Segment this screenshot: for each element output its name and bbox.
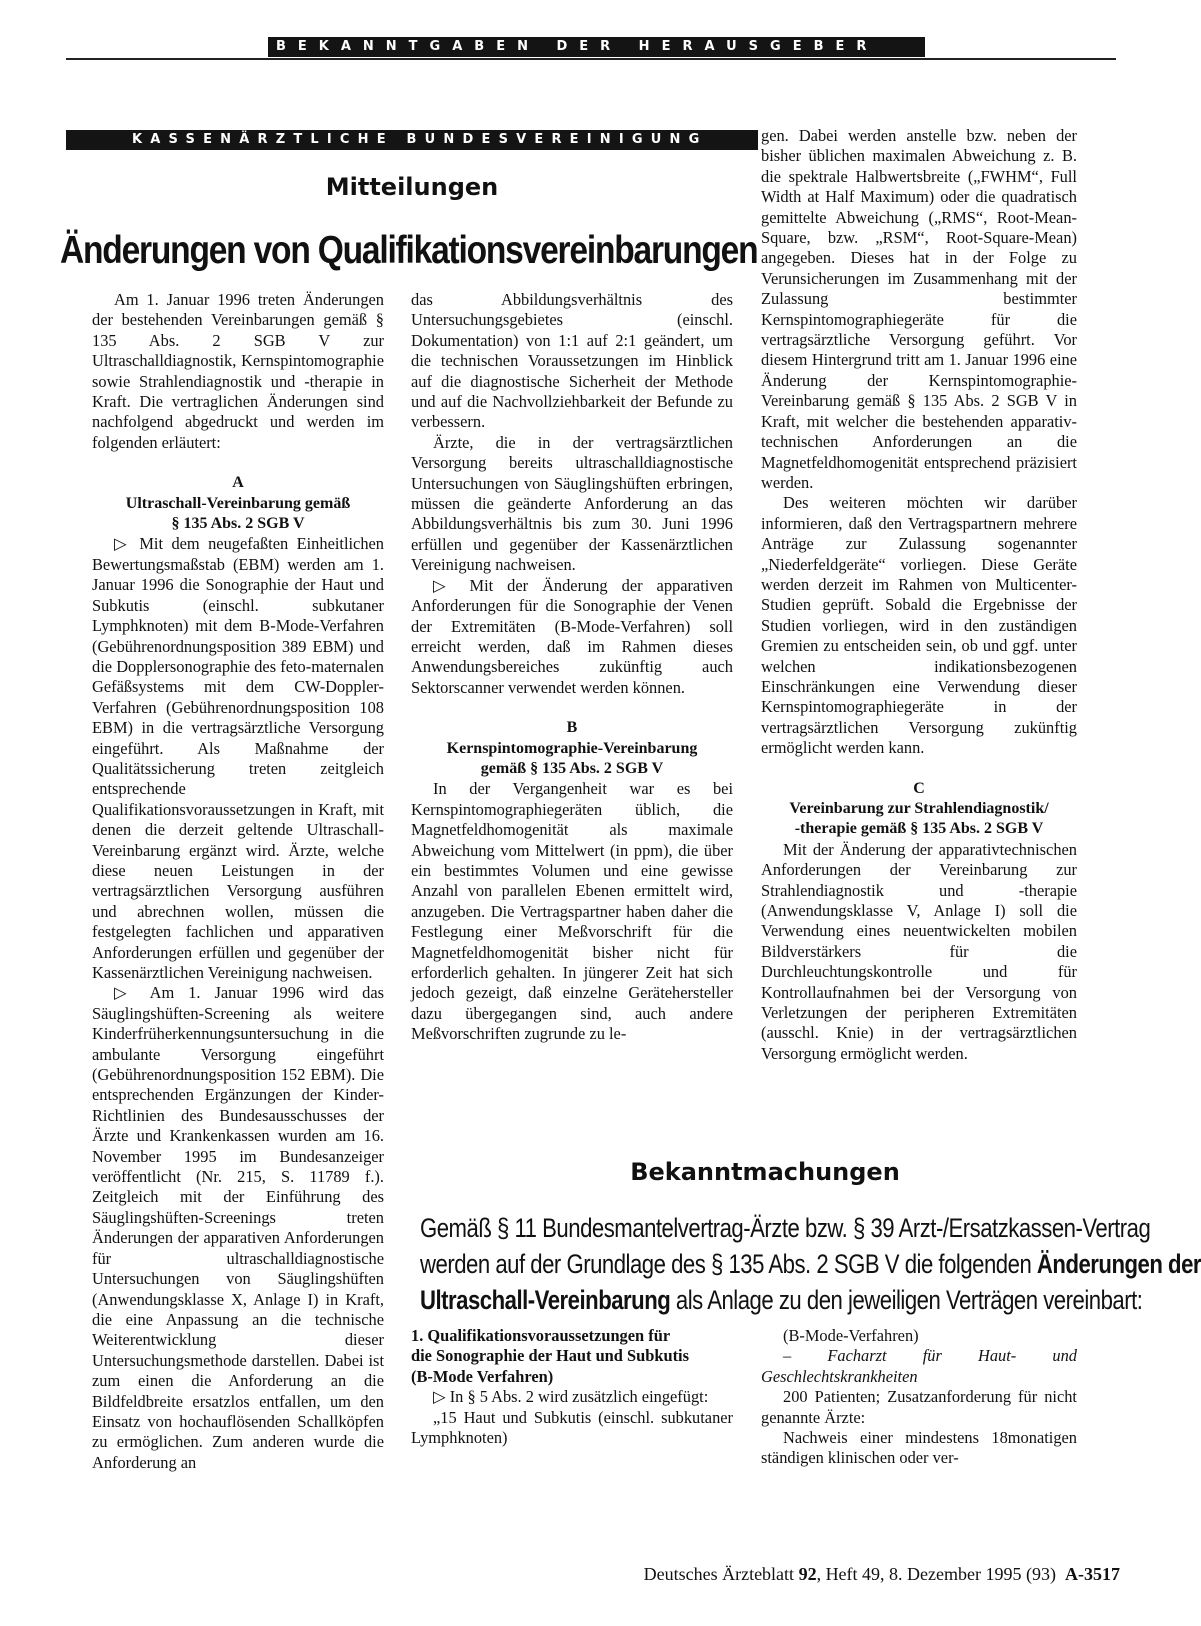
paragraph: 200 Patienten; Zusatzanforderung für nicht genannte Ärzte: [761, 1387, 1077, 1427]
kbv-band: KASSENÄRZTLICHE BUNDESVEREINIGUNG [66, 130, 758, 150]
section-heading: Mitteilungen [325, 173, 499, 201]
journal-name: Deutsches Ärzteblatt [643, 1564, 799, 1584]
volume: 92 [798, 1564, 817, 1584]
paragraph: das Abbildungsverhältnis des Untersuchungsgebietes (einschl. Dokumentation) von 1:1 auf 2:1 geändert, um die technischen Voraussetzungen im Hinblick auf die diagnostische Sicherheit der Methode und auf die Nachvollziehbarkeit der Befunde zu verbessern. [411, 290, 733, 432]
column-1 [92, 290, 384, 1473]
paragraph: Am 1. Januar 1996 treten Änderungen der bestehenden Vereinbarungen gemäß § 135 Abs. 2 SGB V zur Ultraschalldiagnostik, Kernspintomographie sowie Strahlendiagnostik und -therapie in Kraft. Die vertraglichen Änderungen sind nachfolgend abgedruckt und werden im folgenden erläutert: [92, 290, 384, 452]
paragraph: Mit der Änderung der apparativtechnischen Anforderungen der Vereinbarung zur Strahlendiagnostik und -therapie (Anwendungsklasse V, Anlage I) soll die Verwendung eines neuentwickelten mobilen Bildverstärkers für die Durchleuchtungskontrolle und für Kontrollaufnahmen bei der Versorgung von Verletzungen der peripheren Extremitäten (ausschl. Knie) in der vertragsärztlichen Versorgung ermöglicht werden. [761, 839, 1077, 1063]
section-letter: A [232, 474, 244, 492]
page-footer [560, 1564, 1120, 1585]
paragraph: Nachweis einer mindestens 18monatigen ständigen klinischen oder ver- [761, 1428, 1077, 1468]
item-heading: 1. Qualifikationsvoraussetzungen für [411, 1326, 671, 1345]
paragraph: ▷ Mit dem neugefaßten Einheitlichen Bewertungsmaßstab (EBM) werden am 1. Januar 1996 die Sonographie der Haut und Subkutis (einschl. subkutaner Lymphknoten) mit dem B-Mode-Verfahren (Gebührenordnungsposition 389 EBM) und die Dopplersonographie des feto-maternalen Gefäßsystems mit dem CW-Doppler-Verfahren (Gebührenordnungsposition 108 EBM) in die vertragsärztliche Versorgung eingeführt. Als Maßnahme der Qualitätssicherung treten zeitgleich entsprechende Qualifikationsvoraussetzungen in Kraft, mit denen die derzeit geltende Ultraschall-Vereinbarung ergänzt wird. Ärzte, welche diese neuen Leistungen in der vertragsärztlichen Versorgung ausführen und abrechnen wollen, müssen die festgelegten fachlichen und apparativen Anforderungen erfüllen und gegenüber der Kassenärztlichen Vereinigung nachweisen. [92, 534, 384, 982]
paragraph: Des weiteren möchten wir darüber informieren, daß den Vertragspartnern mehrere Anträge zur Zulassung sogenannter „Niederfeldgeräte“ vorliegen. Diese Geräte werden derzeit im Rahmen von Multicenter-Studien geprüft. Sobald die Ergebnisse der Studien vorliegen, wird in den zuständigen Gremien zu entscheiden sein, ob und ggf. unter welchen indikationsbezogenen Einschränkungen eine Verwendung dieser Kernspintomographiegeräte in der vertragsärztlichen Versorgung zukünftig ermöglicht werden kann. [761, 493, 1077, 758]
header-rule [66, 58, 1116, 60]
header-band: BEKANNTGABEN DER HERAUSGEBER [268, 37, 925, 57]
paragraph: ▷ In § 5 Abs. 2 wird zusätzlich eingefügt: [433, 1387, 709, 1407]
item-heading: (B-Mode Verfahren) [411, 1366, 554, 1386]
article-title: Änderungen von Qualifikationsvereinbarungen [60, 229, 758, 272]
section-letter: B [566, 719, 578, 737]
column-3 [761, 126, 1077, 1064]
section-title: Kernspintomographie-Vereinbarung [446, 739, 698, 757]
lead-line: Ultraschall-Vereinbarung als Anlage zu den jeweiligen Verträgen vereinbart: [420, 1285, 1143, 1315]
section-title: Ultraschall-Vereinbarung gemäß [125, 494, 351, 512]
section-title: Vereinbarung zur Strahlendiagnostik/ [789, 800, 1049, 817]
section-title: -therapie gemäß § 135 Abs. 2 SGB V [794, 820, 1044, 838]
paragraph: In der Vergangenheit war es bei Kernspintomographiegeräten üblich, die Magnetfeldhomogenität als maximale Abweichung vom Mittelwert (in ppm), die über ein bestimmtes Volumen und eine gewisse Anzahl von parallelen Ebenen ermittelt wird, anzugeben. Die Vertragspartner haben daher die Festlegung einer Meßvorschrift für die Magnetfeldhomogenität bisher nicht für erforderlich gehalten. In jüngerer Zeit hat sich jedoch gezeigt, daß einzelne Gerätehersteller dazu übergegangen sind, auch andere Meßvorschriften zugrunde zu le- [411, 779, 733, 1044]
issue-date: , Heft 49, 8. Dezember 1995 (93) [816, 1564, 1056, 1584]
column-5 [761, 1326, 1077, 1469]
lead-line: werden auf der Grundlage des § 135 Abs. 2 SGB V die folgenden Änderungen der [420, 1249, 1201, 1279]
column-2 [411, 290, 733, 1045]
paragraph: (B-Mode-Verfahren) [783, 1326, 919, 1345]
column-4 [411, 1326, 733, 1448]
paragraph: gen. Dabei werden anstelle bzw. neben der bisher üblichen maximalen Abweichung z. B. die spektrale Halbwertsbreite („FWHM“, Full Width at Half Maximum) oder die quadratisch gemittelte Abweichung („RMS“, Root-Mean-Square, bzw. „RSM“, Root-Square-Mean) angegeben. Dieses hat in der Folge zu Verunsicherungen im Zusammenhang mit der Zulassung bestimmter Kernspintomographiegeräte für die vertragsärztliche Versorgung geführt. Vor diesem Hintergrund tritt am 1. Januar 1996 eine Änderung der Kernspintomographie-Vereinbarung gemäß § 135 Abs. 2 SGB V in Kraft, mit welcher die bestehenden apparativ-technischen Anforderungen an die Magnetfeldhomogenität entsprechend präzisiert werden. [761, 126, 1077, 492]
bekanntmachungen-heading: Bekanntmachungen [630, 1158, 900, 1186]
paragraph: Ärzte, die in der vertragsärztlichen Versorgung bereits ultraschalldiagnostische Untersuchungen von Säuglingshüften erbringen, müssen die geänderte Anforderung an das Abbildungsverhältnis bis zum 30. Juni 1996 erfüllen und gegenüber der Kassenärztlichen Vereinigung nachweisen. [411, 432, 733, 575]
section-title: gemäß § 135 Abs. 2 SGB V [480, 759, 664, 777]
lead-paragraph [420, 1210, 1201, 1318]
section-letter: C [913, 779, 925, 797]
item-heading: die Sonographie der Haut und Subkutis [411, 1346, 689, 1366]
section-title: § 135 Abs. 2 SGB V [171, 515, 305, 533]
paragraph: „15 Haut und Subkutis (einschl. subkutaner Lymphknoten) [411, 1407, 733, 1448]
page-number: A-3517 [1065, 1564, 1120, 1584]
paragraph: ▷ Am 1. Januar 1996 wird das Säuglingshüften-Screening als weitere Kinderfrüherkennungsuntersuchung in die ambulante Versorgung eingeführt (Gebührenordnungsposition 152 EBM). Die entsprechenden Ergänzungen der Kinder-Richtlinien des Bundesausschusses der Ärzte und Krankenkassen wurden am 16. November 1995 im Bundesanzeiger veröffentlicht (Nr. 215, S. 11789 f.). Zeitgleich mit der Einführung des Säuglingshüften-Screenings treten Änderungen der apparativen Anforderungen für ultraschalldiagnostische Untersuchungen von Säuglingshüften (Anwendungsklasse X, Anlage I) in Kraft, die eine Anpassung an die technische Weiterentwicklung dieser Untersuchungsmethode darstellen. Dabei ist zum einen die Anforderung an die Bildfeldbreite ersatzlos entfallen, um den Einsatz von hochauflösenden Schallköpfen zu ermöglichen. Zum anderen wurde die Anforderung an [92, 983, 384, 1472]
paragraph: ▷ Mit der Änderung der apparativen Anforderungen für die Sonographie der Venen der Extremitäten (B-Mode-Verfahren) soll erreicht werden, daß im Rahmen dieses Anwendungsbereiches zukünftig auch Sektorscanner verwendet werden können. [411, 575, 733, 697]
lead-line: Gemäß § 11 Bundesmantelvertrag-Ärzte bzw. § 39 Arzt-/Ersatzkassen-Vertrag [420, 1213, 1151, 1243]
paragraph: – Facharzt für Haut- und Geschlechtskrankheiten [761, 1346, 1077, 1386]
